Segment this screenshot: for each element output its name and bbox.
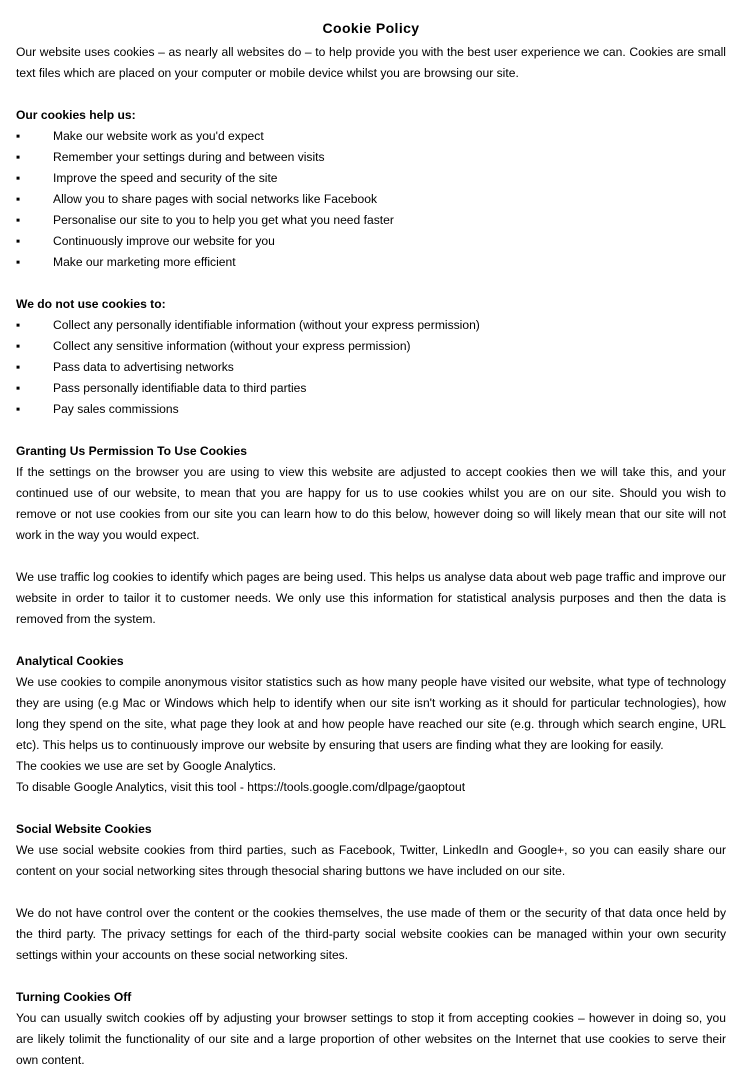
analytical-line-3: To disable Google Analytics, visit this tool - https://tools.google.com/dlpage/gaoptout [16,780,466,794]
intro-paragraph: Our website uses cookies – as nearly all websites do – to help provide you with the best user experience we can. Cookies are small text files which are placed on your computer or mobile device whilst you are browsing our site. [16,45,726,80]
list-item [16,210,726,231]
list-item [16,126,726,147]
spacer [16,882,726,903]
bullet-icon: ▪ [16,192,21,206]
list-item [16,147,726,168]
turning-off-paragraph: You can usually switch cookies off by adjusting your browser settings to stop it from accepting cookies – however in doing so, you are likely tolimit the functionality of our site and a large proportion of other websites on the Internet that use cookies to serve their own content. [16,1011,726,1067]
list-item [16,168,726,189]
section-heading-social: Social Website Cookies [16,822,152,836]
bullet-icon: ▪ [16,360,21,374]
list-item [16,336,726,357]
section-heading-not-use: We do not use cookies to: [16,297,166,311]
bullet-icon: ▪ [16,129,21,143]
bullet-icon: ▪ [16,213,21,227]
list-item-text: Pass data to advertising networks [53,360,234,374]
list-item-text: Allow you to share pages with social networks like Facebook [53,192,378,206]
spacer [16,798,726,819]
bullet-icon: ▪ [16,255,21,269]
section-heading-permission: Granting Us Permission To Use Cookies [16,444,247,458]
spacer [16,420,726,441]
bullet-icon: ▪ [16,381,21,395]
bullet-icon: ▪ [16,318,21,332]
permission-paragraph-2: We use traffic log cookies to identify which pages are being used. This helps us analyse data about web page traffic and improve our website in order to tailor it to customer needs. We only use this information for statistical analysis purposes and then the data is removed from the system. [16,570,726,626]
bullet-icon: ▪ [16,402,21,416]
list-item [16,378,726,399]
spacer [16,84,726,105]
list-item-text: Collect any sensitive information (without your express permission) [53,339,411,353]
social-paragraph-1: We use social website cookies from third parties, such as Facebook, Twitter, LinkedIn and Google+, so you can easily share our content on your social networking sites through thesocial sharing buttons we have included on our site. [16,843,726,878]
list-item [16,399,726,420]
list-item-text: Pass personally identifiable data to third parties [53,381,307,395]
list-item [16,231,726,252]
section-heading-analytical: Analytical Cookies [16,654,124,668]
spacer [16,630,726,651]
page-title: Cookie Policy [322,20,420,36]
section-heading-help: Our cookies help us: [16,108,136,122]
list-item-text: Pay sales commissions [53,402,179,416]
list-item-text: Remember your settings during and between visits [53,150,325,164]
list-item [16,189,726,210]
spacer [16,546,726,567]
help-list [16,126,726,273]
section-heading-turning-off: Turning Cookies Off [16,990,132,1004]
list-item-text: Make our website work as you'd expect [53,129,264,143]
analytical-line-2: The cookies we use are set by Google Analytics. [16,759,277,773]
list-item [16,315,726,336]
list-item-text: Improve the speed and security of the site [53,171,278,185]
bullet-icon: ▪ [16,171,21,185]
list-item-text: Continuously improve our website for you [53,234,275,248]
bullet-icon: ▪ [16,150,21,164]
spacer [16,273,726,294]
analytical-paragraph: We use cookies to compile anonymous visitor statistics such as how many people have visited our website, what type of technology they are using (e.g Mac or Windows which help to identify when our site isn't working as it should for particular technologies), how long they spend on the site, what page they look at and how people have reached our site (e.g. through which search engine, URL etc). This helps us to continuously improve our website by ensuring that users are finding what they are looking for easily. [16,675,726,752]
list-item-text: Collect any personally identifiable information (without your express permission) [53,318,480,332]
social-paragraph-2: We do not have control over the content or the cookies themselves, the use made of them or the security of that data once held by the third party. The privacy settings for each of the third-party social website cookies can be managed within your own security settings within your accounts on these social networking sites. [16,906,726,962]
not-use-list [16,315,726,420]
spacer [16,966,726,987]
list-item [16,252,726,273]
list-item-text: Personalise our site to you to help you get what you need faster [53,213,394,227]
bullet-icon: ▪ [16,234,21,248]
bullet-icon: ▪ [16,339,21,353]
list-item [16,357,726,378]
list-item-text: Make our marketing more efficient [53,255,236,269]
permission-paragraph-1: If the settings on the browser you are using to view this website are adjusted to accept cookies then we will take this, and your continued use of our website, to mean that you are happy for us to use cookies whilst you are on our site. Should you wish to remove or not use cookies from our site you can learn how to do this below, however doing so will likely mean that our site will not work in the way you would expect. [16,465,726,542]
